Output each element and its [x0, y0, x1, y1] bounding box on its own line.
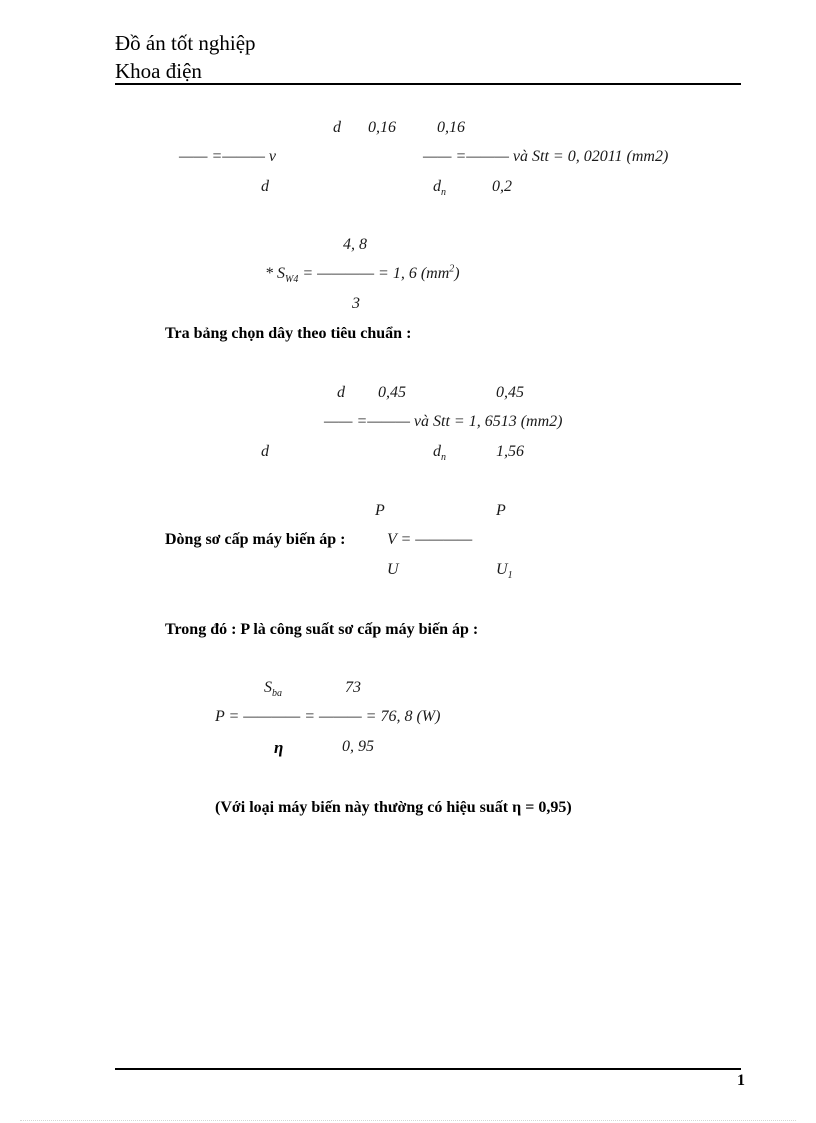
eq3-den-d: d [261, 443, 269, 460]
eq4-label: Dòng sơ cấp máy biến áp : [165, 531, 346, 548]
eq1-den-dn: $d_n$ [433, 178, 446, 199]
doc-department: Khoa điện [115, 59, 202, 83]
eq2-expr: * $S_{W4}$ = ———— = 1, 6 $(mm^2)$ [265, 263, 460, 286]
eq3-num-b: 0,45 [496, 384, 524, 401]
eq1-den-d: d [261, 178, 269, 195]
page-number: 1 [737, 1072, 745, 1089]
eq3-frac: —— =——— và Stt = 1, 6513 (mm2) [324, 413, 563, 430]
eq4-den-left: U [387, 561, 399, 578]
eq1-frac-left: —— =——— v [179, 148, 277, 165]
eq5-num-b: 73 [345, 679, 361, 696]
eq5-expr: P = ———— = ——— = 76, 8 (W) [215, 708, 441, 725]
footer-rule [115, 1068, 741, 1070]
eq5-den-b: 0, 95 [342, 738, 374, 755]
eq5-num-a: $S_{ba}$ [264, 679, 282, 700]
page-bottom-dotted-edge [20, 1120, 796, 1121]
eq5-den-eta: η [274, 738, 284, 757]
eq3-den-dn: $d_n$ [433, 443, 446, 464]
eq3-num-a: 0,45 [378, 384, 406, 401]
header-rule [115, 83, 741, 85]
eq1-num-b: 0,16 [437, 119, 465, 136]
eq1-frac-right: —— =——— và Stt = 0, 02011 (mm2) [423, 148, 669, 165]
eq2-den: 3 [352, 295, 360, 312]
eq1-num-d: d [333, 119, 341, 136]
eq3-num-d: d [337, 384, 345, 401]
eq2-num: 4, 8 [343, 236, 367, 253]
efficiency-note: (Với loại máy biến này thường có hiệu suất η = 0,95) [215, 799, 572, 816]
eq1-num-a: 0,16 [368, 119, 396, 136]
eq1-den-val: 0,2 [492, 178, 512, 195]
eq4-expr: V = ———— [387, 531, 473, 548]
eq3-den-val: 1,56 [496, 443, 524, 460]
eq4-den-right: $U_1$ [496, 561, 513, 582]
eq4-num-left: P [375, 502, 385, 519]
paragraph-where: Trong đó : P là công suất sơ cấp máy biến áp : [165, 621, 479, 638]
doc-title: Đồ án tốt nghiệp [115, 31, 256, 55]
eq4-num-right: P [496, 502, 506, 519]
paragraph-table-selection: Tra bảng chọn dây theo tiêu chuẩn : [165, 325, 412, 342]
